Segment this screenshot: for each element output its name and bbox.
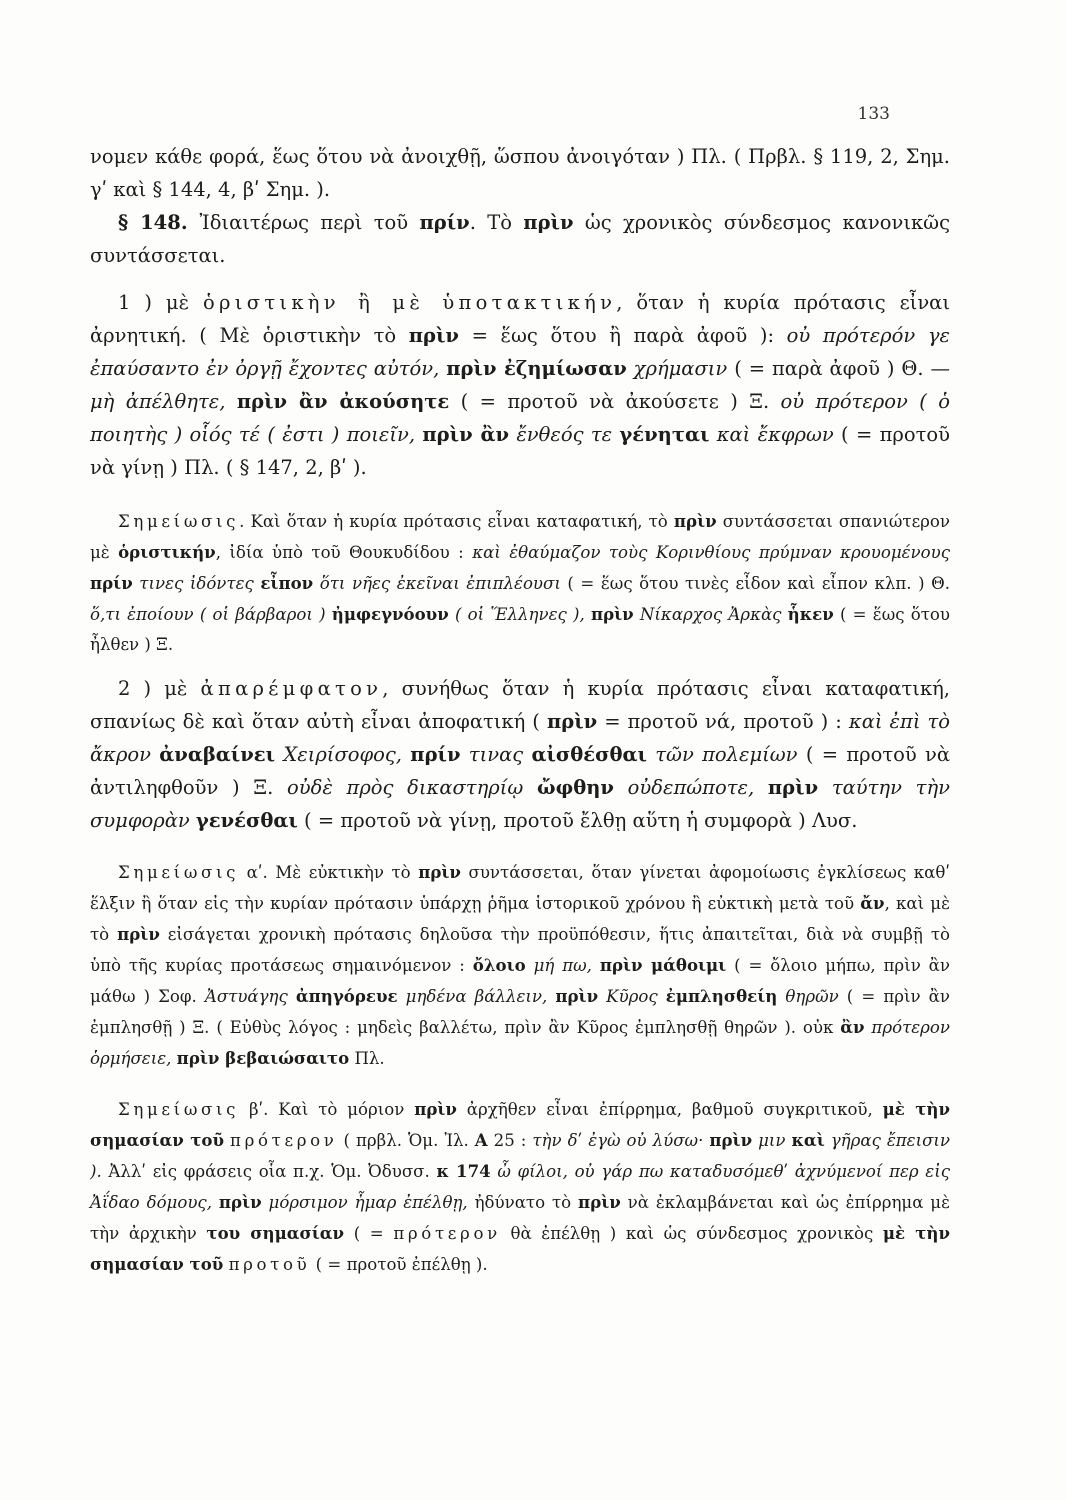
text-run bbox=[709, 423, 716, 446]
text-run: Πλ. bbox=[349, 1049, 385, 1068]
bold-run: πρίν bbox=[410, 743, 461, 766]
text-run: ( = ἕως ὅτου τινὲς εἶδον καὶ εἶπον κλπ. ) Θ. bbox=[560, 574, 950, 593]
text-run bbox=[262, 1193, 269, 1212]
italic-run: ὅ,τι ἐποίουν ( οἱ βάρβαροι ) bbox=[90, 605, 332, 624]
paragraph-continuation bbox=[90, 140, 950, 206]
spaced-run: πρότερον bbox=[230, 1131, 338, 1150]
text-run: , ἰδία ὑπὸ τοῦ Θουκυδίδου : bbox=[215, 543, 473, 562]
italic-run: καὶ ἐθαύμαζον τοὺς Κορινθίους πρύμναν κρουομένους bbox=[472, 543, 951, 562]
bold-run: πρὶν bbox=[767, 776, 819, 799]
text-run: ( πρβλ. Ὁμ. Ἰλ. bbox=[337, 1131, 475, 1150]
bold-run: μὲ τὴν σημασίαν τοῦ bbox=[90, 1223, 950, 1274]
bold-run: πρὶν bbox=[546, 710, 598, 733]
italic-run: οὐδεπώποτε, bbox=[627, 776, 768, 799]
italic-run: καὶ ἔκφρων bbox=[716, 423, 834, 446]
bold-run: Α bbox=[474, 1130, 488, 1150]
italic-run: μή πω, bbox=[533, 956, 600, 975]
italic-run: ( οἱ Ἕλληνες ), bbox=[454, 605, 591, 624]
text-run: αʹ. Μὲ εὐκτικὴν τὸ bbox=[239, 863, 419, 882]
text-run bbox=[598, 987, 606, 1006]
text-run: ( = προτοῦ νὰ ἀκούσετε ) Ξ. bbox=[449, 390, 781, 413]
bold-run: ἄν bbox=[860, 893, 885, 913]
italic-run: τὴν δʹ ἐγὼ οὐ λύσω· bbox=[532, 1131, 710, 1150]
rule-1-indicative-subjunctive bbox=[90, 286, 950, 484]
bold-run: πρὶν μάθοιμι bbox=[599, 955, 727, 975]
rule-2-infinitive bbox=[90, 672, 950, 837]
italic-run: Κῦρος bbox=[606, 987, 666, 1006]
text-run bbox=[526, 956, 534, 975]
text-run: συντάσσεται σπανιώτερον μὲ bbox=[90, 512, 951, 562]
italic-run: καὶ ἐπὶ τὸ ἄκρον bbox=[90, 710, 951, 766]
text-run: . Τὸ bbox=[469, 211, 524, 234]
text-run: ( = προτοῦ νὰ γίνῃ, προτοῦ ἔλθῃ αὕτη ἡ συμφορὰ ) Λυσ. bbox=[297, 809, 858, 832]
text-run: 1 ) μὲ bbox=[118, 291, 203, 314]
text-run: συντάσσεται, ὅταν γίνεται ἀφομοίωσις ἐγκλίσεως καθʹ ἕλξιν ἢ ὅταν εἰς τὴν κυρίαν πρότασιν ὑπάρχῃ ῥῆμα ἱστορικοῦ χρόνου ἢ εὐκτικὴ μετὰ τοῦ bbox=[90, 863, 950, 913]
bold-run: ἐμπλησθείη bbox=[665, 986, 778, 1006]
bold-run: μὲ τὴν σημασίαν τοῦ bbox=[90, 1099, 950, 1150]
page-number: 133 bbox=[857, 104, 890, 124]
text-run: 2 ) μὲ bbox=[118, 677, 201, 700]
text-run: ( = παρὰ ἀφοῦ ) Θ. — bbox=[727, 357, 950, 380]
text-run: Ἀλλʹ εἰς φράσεις οἷα π.χ. Ὁμ. Ὀδυσσ. bbox=[108, 1162, 437, 1181]
bold-run: κ 174 bbox=[436, 1161, 491, 1181]
bold-run: πρὶν bbox=[523, 211, 574, 234]
text-run: θὰ ἐπέλθῃ ) καὶ ὡς σύνδεσμος χρονικὸς bbox=[500, 1224, 883, 1243]
text-run bbox=[614, 776, 628, 799]
text-run: , καὶ μὲ τὸ bbox=[90, 894, 950, 944]
note-paragraph bbox=[90, 506, 950, 660]
text-run: ἠδύνατο τὸ bbox=[474, 1193, 579, 1212]
spaced-run: προτοῦ bbox=[228, 1255, 311, 1274]
text-run bbox=[398, 987, 406, 1006]
italic-run: Χειρίσοφος, bbox=[283, 743, 411, 766]
bold-run: πρὶν bbox=[673, 511, 717, 531]
spaced-run: ὁριστικὴν ἢ μὲ ὑποτακτικήν bbox=[203, 291, 617, 314]
spaced-run: ἀπαρέμφατον bbox=[200, 677, 383, 700]
bold-run: πρὶν bbox=[218, 1192, 262, 1212]
text-run: ( = προτοῦ νὰ γίνῃ ) Πλ. ( § 147, 2, βʹ ). bbox=[90, 423, 951, 479]
bold-run: ὁριστικήν bbox=[118, 542, 216, 562]
bold-run: ὤφθην bbox=[537, 776, 614, 799]
italic-run: μὴ ἀπέλθητε, bbox=[90, 390, 237, 413]
bold-run: εἶπον bbox=[260, 573, 314, 593]
italic-run: ταύτην τὴν συμφορὰν bbox=[90, 776, 950, 832]
bold-run: πρὶν ἐζημίωσαν bbox=[446, 357, 627, 380]
text-run: ( = ὄλοιο μήπω, πρὶν ἂν μάθω ) Σοφ. bbox=[90, 956, 950, 1006]
text-run: Ἰδιαιτέρως περὶ τοῦ bbox=[199, 211, 420, 234]
bold-run: πρὶν bbox=[117, 924, 160, 944]
note-beta-paragraph bbox=[90, 1094, 950, 1280]
bold-run: καὶ bbox=[791, 1130, 825, 1150]
italic-run: οὐ πρότερον ( ὁ ποιητὴς ) οἷός τέ ( ἐστι ) ποιεῖν, bbox=[90, 390, 950, 446]
italic-run: ἔνθεός τε bbox=[516, 423, 613, 446]
bold-run: πρὶν ἂν bbox=[422, 423, 510, 446]
italic-run: θηρῶν bbox=[785, 987, 839, 1006]
text-run: εἰσάγεται χρονικὴ πρότασις δηλοῦσα τὴν προϋπόθεσιν, ἥτις ἀπαιτεῖται, διὰ νὰ συμβῇ τὸ ὑπὸ τῆς κυρίας προτάσεως σημαινόμενον : bbox=[90, 925, 950, 975]
italic-run: Ἀστυάγης bbox=[204, 987, 296, 1006]
spaced-run: Σημείωσις bbox=[118, 512, 240, 531]
italic-run: τινες ἰδόντες bbox=[139, 574, 261, 593]
bold-run: πρίν bbox=[419, 211, 470, 234]
italic-run: γῆρας ἔπεισιν ). bbox=[90, 1131, 951, 1181]
italic-run: οὐ πρότερόν γε ἐπαύσαντο ἐν ὀργῇ ἔχοντες αὐτόν, bbox=[90, 324, 950, 380]
italic-run: μιν bbox=[758, 1131, 792, 1150]
bold-run: πρὶν bbox=[414, 1099, 457, 1119]
text-run: βʹ. Καὶ τὸ μόριον bbox=[239, 1100, 415, 1119]
bold-run: αἰσθέσθαι bbox=[531, 743, 647, 766]
text-run: = ἕως ὅτου ἢ παρὰ ἀφοῦ ): bbox=[458, 324, 787, 347]
text-run: = προτοῦ νά, προτοῦ ) : bbox=[597, 710, 849, 733]
italic-run: μόρσιμον ἦμαρ ἐπέλθῃ, bbox=[268, 1193, 475, 1212]
text-run: νομεν κάθε φορά, ἕως ὅτου νὰ ἀνοιχθῇ, ὥσπου ἀνοιγόταν ) Πλ. ( Πρβλ. § 119, 2, Σημ. γʹ καὶ § 144, 4, βʹ Σημ. ). bbox=[90, 145, 950, 201]
spaced-run: Σημείωσις bbox=[118, 1100, 240, 1119]
spaced-run: πρότερον bbox=[393, 1224, 501, 1243]
note-alpha-paragraph bbox=[90, 857, 950, 1074]
text-run bbox=[818, 776, 832, 799]
bold-run: πρὶν bbox=[418, 862, 461, 882]
bold-run: πρὶν bbox=[555, 986, 599, 1006]
text-run: , συνήθως ὅταν ἡ κυρία πρότασις εἶναι καταφατική, σπανίως δὲ καὶ ὅταν αὐτὴ εἶναι ἀποφατική ( bbox=[90, 677, 951, 733]
italic-run: χρήμασιν bbox=[633, 357, 728, 380]
text-run: 25 : bbox=[487, 1131, 533, 1150]
text-run: ( = ἕως ὅτου ἦλθεν ) Ξ. bbox=[90, 605, 950, 654]
text-run: ( = προτοῦ νὰ ἀντιληφθοῦν ) Ξ. bbox=[90, 743, 951, 799]
bold-run: πρίν bbox=[90, 573, 133, 593]
italic-run: μηδένα βάλλειν, bbox=[405, 987, 556, 1006]
italic-run: ὦ φίλοι, οὐ γάρ πω καταδυσόμεθʹ ἀχνύμενοί περ εἰς Ἀΐδαο δόμους, bbox=[90, 1162, 951, 1212]
bold-run: ὄλοιο bbox=[472, 955, 526, 975]
text-run: ( = bbox=[344, 1224, 394, 1243]
text-run: , ὅταν ἡ κυρία πρότασις εἶναι ἀρνητική. ( Μὲ ὁριστικὴν τὸ bbox=[90, 291, 950, 347]
bold-run: ἂν bbox=[840, 1017, 865, 1037]
text-run: ( = προτοῦ ἐπέλθῃ ). bbox=[310, 1255, 488, 1274]
text-run bbox=[627, 357, 634, 380]
section-148-heading-paragraph bbox=[90, 206, 950, 272]
text-run: ἀρχῆθεν εἶναι ἐπίρρημα, βαθμοῦ συγκριτικοῦ, bbox=[456, 1100, 883, 1119]
bold-run: ἧκεν bbox=[787, 604, 834, 624]
bold-run: πρὶν bbox=[408, 324, 459, 347]
bold-run: § 148. bbox=[118, 211, 200, 234]
text-run bbox=[461, 743, 469, 766]
italic-run: τῶν πολεμίων bbox=[655, 743, 798, 766]
text-run: ( = πρὶν ἂν ἐμπλησθῇ ) Ξ. ( Εὐθὺς λόγος : μηδεὶς βαλλέτω, πρὶν ἂν Κῦρος ἐμπλησθῇ θηρῶν ). οὐκ bbox=[90, 987, 950, 1037]
italic-run: Νίκαρχος Ἀρκὰς bbox=[639, 605, 788, 624]
italic-run: τινας bbox=[468, 743, 524, 766]
bold-run: ἠμφεγνόουν bbox=[331, 604, 449, 624]
bold-run: γενέσθαι bbox=[195, 809, 298, 832]
spaced-run: Σημείωσις bbox=[118, 863, 240, 882]
bold-run: πρὶν βεβαιώσαιτο bbox=[176, 1048, 350, 1068]
bold-run: ἀναβαίνει bbox=[159, 743, 276, 766]
bold-run: πρὶν bbox=[709, 1130, 753, 1150]
italic-run: ὅτι νῆες ἐκεῖναι ἐπιπλέουσι bbox=[319, 574, 561, 593]
bold-run: πρὶν bbox=[578, 1192, 621, 1212]
bold-run: του σημασίαν bbox=[206, 1223, 345, 1243]
bold-run: γένηται bbox=[619, 423, 710, 446]
italic-run: πρότερον ὁρμήσειε, bbox=[90, 1018, 950, 1068]
italic-run: οὐδὲ πρὸς δικαστηρίῳ bbox=[287, 776, 537, 799]
bold-run: πρὶν bbox=[590, 604, 634, 624]
text-block bbox=[90, 140, 950, 1280]
text-run: νὰ ἐκλαμβάνεται καὶ ὡς ἐπίρρημα μὲ τὴν ἀρχικὴν bbox=[90, 1193, 950, 1243]
text-run: ὡς χρονικὸς σύνδεσμος κανονικῶς συντάσσεται. bbox=[90, 211, 950, 267]
bold-run: ἀπηγόρευε bbox=[295, 986, 398, 1006]
text-run: . Καὶ ὅταν ἡ κυρία πρότασις εἶναι καταφατική, τὸ bbox=[239, 512, 674, 531]
bold-run: πρὶν ἂν ἀκούσητε bbox=[236, 390, 450, 413]
